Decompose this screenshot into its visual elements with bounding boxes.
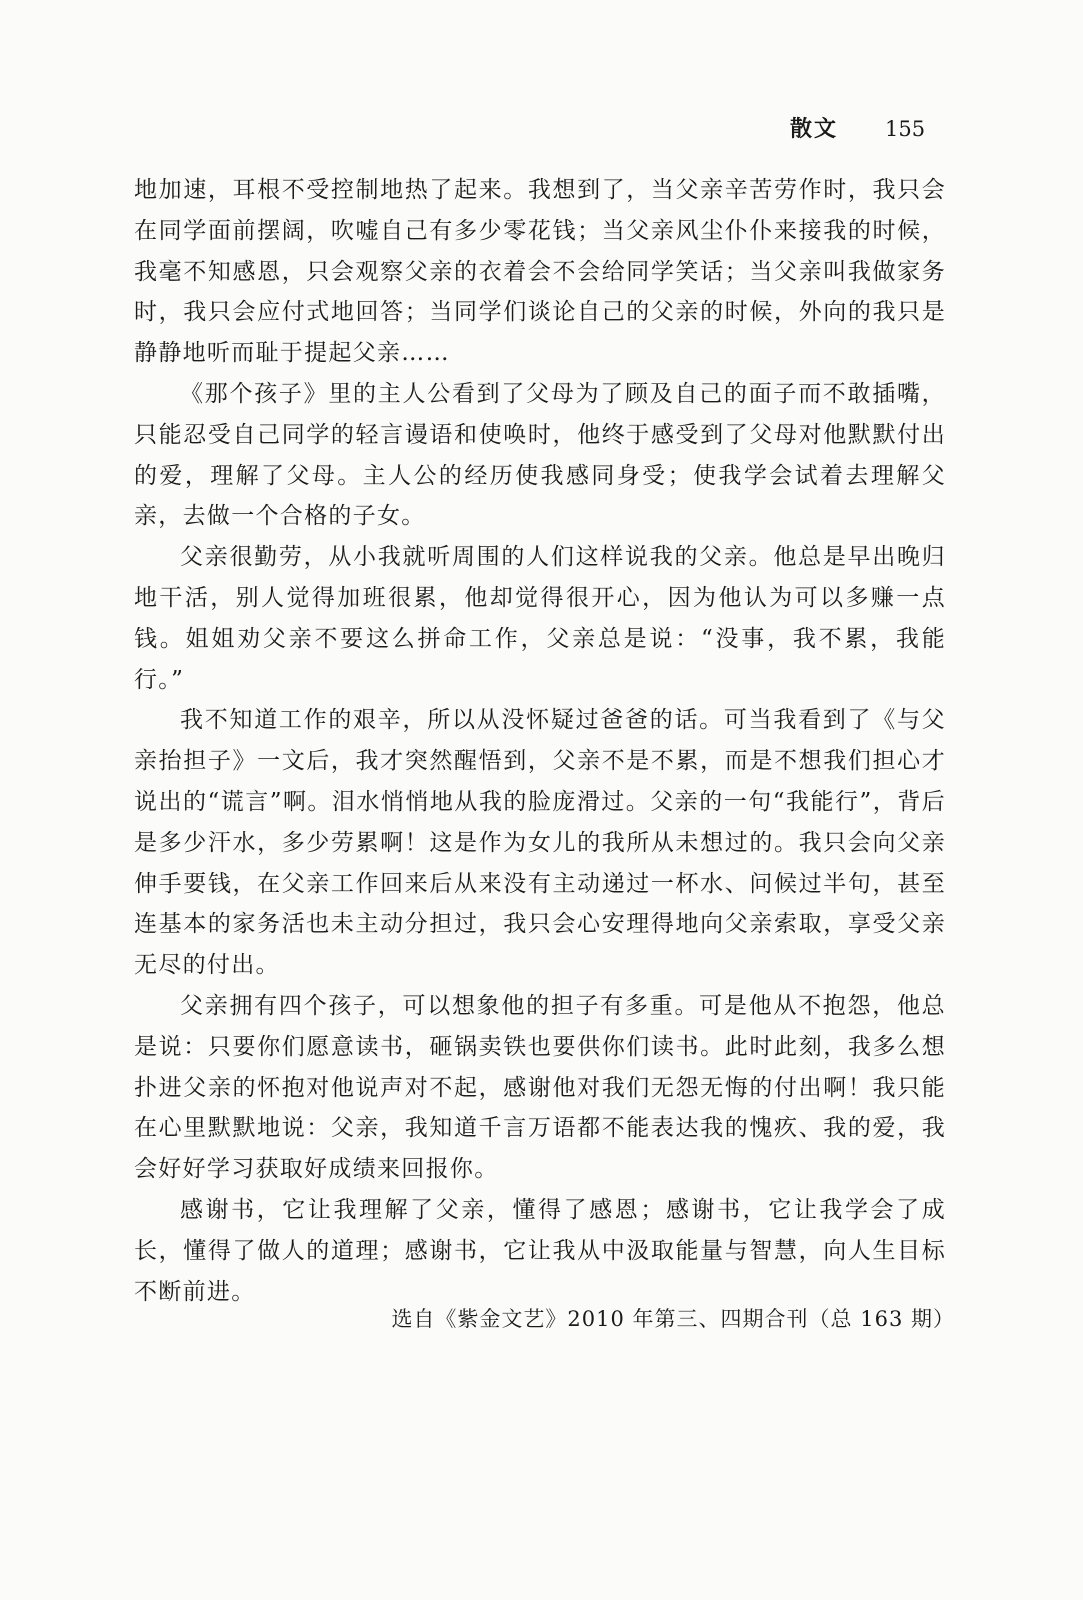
article-body xyxy=(134,170,946,1312)
source-citation: 选自《紫金文艺》2010 年第三、四期合刊（总 163 期） xyxy=(391,1307,955,1331)
paragraph: 父亲很勤劳，从小我就听周围的人们这样说我的父亲。他总是早出晚归地干活，别人觉得加班很累，他却觉得很开心，因为他认为可以多赚一点钱。姐姐劝父亲不要这么拼命工作，父亲总是说：“没事，我不累，我能行。” xyxy=(134,544,946,693)
paragraph: 《那个孩子》里的主人公看到了父母为了顾及自己的面子而不敢插嘴，只能忍受自己同学的轻言谩语和使唤时，他终于感受到了父母对他默默付出的爱，理解了父母。主人公的经历使我感同身受；使我学会试着去理解父亲，去做一个合格的子女。 xyxy=(134,380,946,530)
page-number: 155 xyxy=(885,117,926,141)
running-header xyxy=(790,112,925,143)
paragraph: 我不知道工作的艰辛，所以从没怀疑过爸爸的话。可当我看到了《与父亲抬担子》一文后，我才突然醒悟到，父亲不是不累，而是不想我们担心才说出的“谎言”啊。泪水悄悄地从我的脸庞滑过。父亲的一句“我能行”，背后是多少汗水，多少劳累啊！这是作为女儿的我所从未想过的。我只会向父亲伸手要钱，在父亲工作回来后从来没有主动递过一杯水、问候过半句，甚至连基本的家务活也未主动分担过，我只会心安理得地向父亲索取，享受父亲无尽的付出。 xyxy=(134,707,946,979)
paragraph: 地加速，耳根不受控制地热了起来。我想到了，当父亲辛苦劳作时，我只会在同学面前摆阔，吹嘘自己有多少零花钱；当父亲风尘仆仆来接我的时候，我毫不知感恩，只会观察父亲的衣着会不会给同学笑话；当父亲叫我做家务时，我只会应付式地回答；当同学们谈论自己的父亲的时候，外向的我只是静静地听而耻于提起父亲…… xyxy=(134,177,946,367)
paragraph: 感谢书，它让我理解了父亲，懂得了感恩；感谢书，它让我学会了成长，懂得了做人的道理；感谢书，它让我从中汲取能量与智慧，向人生目标不断前进。 xyxy=(134,1196,946,1305)
paragraph: 父亲拥有四个孩子，可以想象他的担子有多重。可是他从不抱怨，他总是说：只要你们愿意读书，砸锅卖铁也要供你们读书。此时此刻，我多么想扑进父亲的怀抱对他说声对不起，感谢他对我们无怨无悔的付出啊！我只能在心里默默地说：父亲，我知道千言万语都不能表达我的愧疚、我的爱，我会好好学习获取好成绩来回报你。 xyxy=(134,992,946,1183)
section-title: 散文 xyxy=(790,117,839,142)
